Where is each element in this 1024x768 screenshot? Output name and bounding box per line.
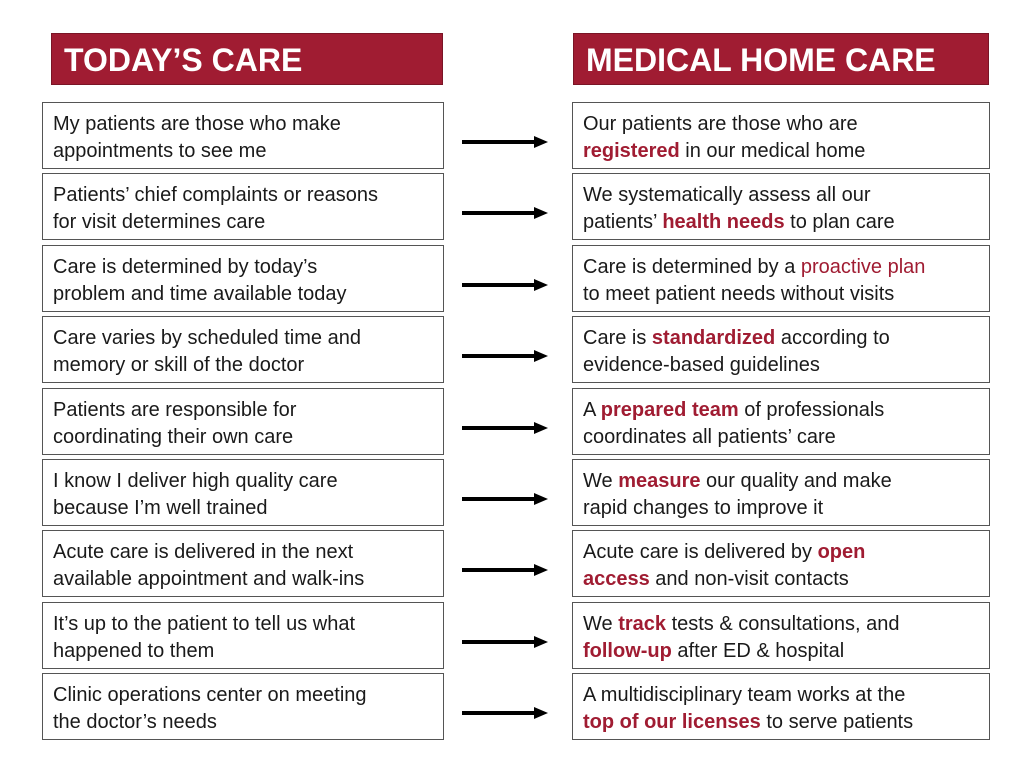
text-segment: to serve patients	[760, 711, 914, 733]
text-segment: A multidisciplinary team works at the	[583, 684, 906, 706]
text-segment: Our patients are those who are	[583, 113, 858, 135]
todays-care-text-line: It’s up to the patient to tell us what	[53, 613, 356, 635]
right-arrow-icon	[460, 633, 550, 651]
text-segment: to meet patient needs without visits	[583, 283, 895, 305]
medical-home-care-text-line	[583, 325, 979, 352]
medical-home-care-text-line	[583, 495, 979, 522]
text-segment: Care is determined by a	[583, 256, 801, 278]
todays-care-text-line: because I’m well trained	[53, 497, 268, 519]
todays-care-item	[42, 459, 444, 526]
medical-home-care-text-line	[583, 182, 979, 209]
todays-care-item	[42, 602, 444, 669]
todays-care-item	[42, 316, 444, 383]
medical-home-care-text-line	[583, 397, 979, 424]
highlight-term: measure	[618, 470, 701, 492]
text-segment: We	[583, 470, 619, 492]
text-segment: rapid changes to improve it	[583, 497, 824, 519]
medical-home-care-text-line	[583, 638, 979, 665]
medical-home-care-text-line	[583, 138, 979, 165]
highlight-term: proactive plan	[800, 256, 926, 278]
todays-care-text-line: Care is determined by today’s	[53, 256, 318, 278]
medical-home-care-item	[572, 245, 990, 312]
medical-home-care-item	[572, 316, 990, 383]
todays-care-text-line: problem and time available today	[53, 283, 347, 305]
medical-home-care-text-line	[583, 352, 979, 379]
medical-home-care-text-line	[583, 424, 979, 451]
medical-home-care-text-line	[583, 566, 979, 593]
right-arrow-icon	[460, 419, 550, 437]
right-arrow-icon	[460, 347, 550, 365]
text-segment: evidence-based guidelines	[583, 354, 820, 376]
text-segment: after ED & hospital	[671, 640, 845, 662]
todays-care-item	[42, 530, 444, 597]
todays-care-text-line: Care varies by scheduled time and	[53, 327, 361, 349]
todays-care-text-line: Clinic operations center on meeting	[53, 684, 367, 706]
highlight-term: follow-up	[583, 640, 672, 662]
text-segment: patients’	[583, 211, 663, 233]
highlight-term: standardized	[651, 327, 776, 349]
highlight-term: open	[817, 541, 866, 563]
medical-home-care-text-line	[583, 468, 979, 495]
right-arrow-icon	[460, 204, 550, 222]
medical-home-care-text-line	[583, 254, 979, 281]
todays-care-text-line: My patients are those who make	[53, 113, 341, 135]
todays-care-text-line: the doctor’s needs	[53, 711, 217, 733]
medical-home-care-text-line	[583, 611, 979, 638]
medical-home-care-text-line	[583, 709, 979, 736]
todays-care-text-line: Patients are responsible for	[53, 399, 297, 421]
todays-care-header: TODAY’S CARE	[51, 33, 443, 85]
text-segment: our quality and make	[700, 470, 892, 492]
todays-care-item	[42, 673, 444, 740]
medical-home-care-item	[572, 530, 990, 597]
medical-home-care-text-line	[583, 682, 979, 709]
medical-home-care-text-line	[583, 209, 979, 236]
highlight-term: registered	[583, 140, 680, 162]
medical-home-care-text-line	[583, 539, 979, 566]
right-arrow-icon	[460, 704, 550, 722]
todays-care-text-line: appointments to see me	[53, 140, 267, 162]
todays-care-text-line: available appointment and walk-ins	[53, 568, 365, 590]
right-arrow-icon	[460, 490, 550, 508]
todays-care-text-line: happened to them	[53, 640, 215, 662]
highlight-term: prepared team	[600, 399, 739, 421]
right-arrow-icon	[460, 276, 550, 294]
medical-home-care-item	[572, 388, 990, 455]
highlight-term: track	[618, 613, 667, 635]
text-segment: of professionals	[738, 399, 885, 421]
todays-care-text-line: for visit determines care	[53, 211, 266, 233]
text-segment: We systematically assess all our	[583, 184, 871, 206]
medical-home-care-header: MEDICAL HOME CARE	[573, 33, 989, 85]
todays-care-item	[42, 173, 444, 240]
medical-home-care-item	[572, 102, 990, 169]
highlight-term: top of our licenses	[583, 711, 761, 733]
medical-home-care-item	[572, 602, 990, 669]
text-segment: We	[583, 613, 619, 635]
medical-home-care-item	[572, 673, 990, 740]
right-arrow-icon	[460, 561, 550, 579]
text-segment: Care is	[583, 327, 652, 349]
text-segment: A	[583, 399, 601, 421]
todays-care-text-line: coordinating their own care	[53, 426, 294, 448]
todays-care-item	[42, 102, 444, 169]
todays-care-text-line: Acute care is delivered in the next	[53, 541, 354, 563]
medical-home-care-text-line	[583, 281, 979, 308]
todays-care-text-line: memory or skill of the doctor	[53, 354, 305, 376]
highlight-term: access	[583, 568, 650, 590]
highlight-term: health needs	[662, 211, 785, 233]
todays-care-item	[42, 245, 444, 312]
right-arrow-icon	[460, 133, 550, 151]
text-segment: in our medical home	[679, 140, 866, 162]
medical-home-care-item	[572, 173, 990, 240]
todays-care-text-line: Patients’ chief complaints or reasons	[53, 184, 378, 206]
text-segment: tests & consultations, and	[666, 613, 900, 635]
medical-home-care-item	[572, 459, 990, 526]
todays-care-item	[42, 388, 444, 455]
text-segment: according to	[775, 327, 890, 349]
text-segment: to plan care	[784, 211, 895, 233]
text-segment: coordinates all patients’ care	[583, 426, 836, 448]
text-segment: and non-visit contacts	[649, 568, 849, 590]
text-segment: Acute care is delivered by	[583, 541, 818, 563]
todays-care-text-line: I know I deliver high quality care	[53, 470, 338, 492]
medical-home-care-text-line	[583, 111, 979, 138]
